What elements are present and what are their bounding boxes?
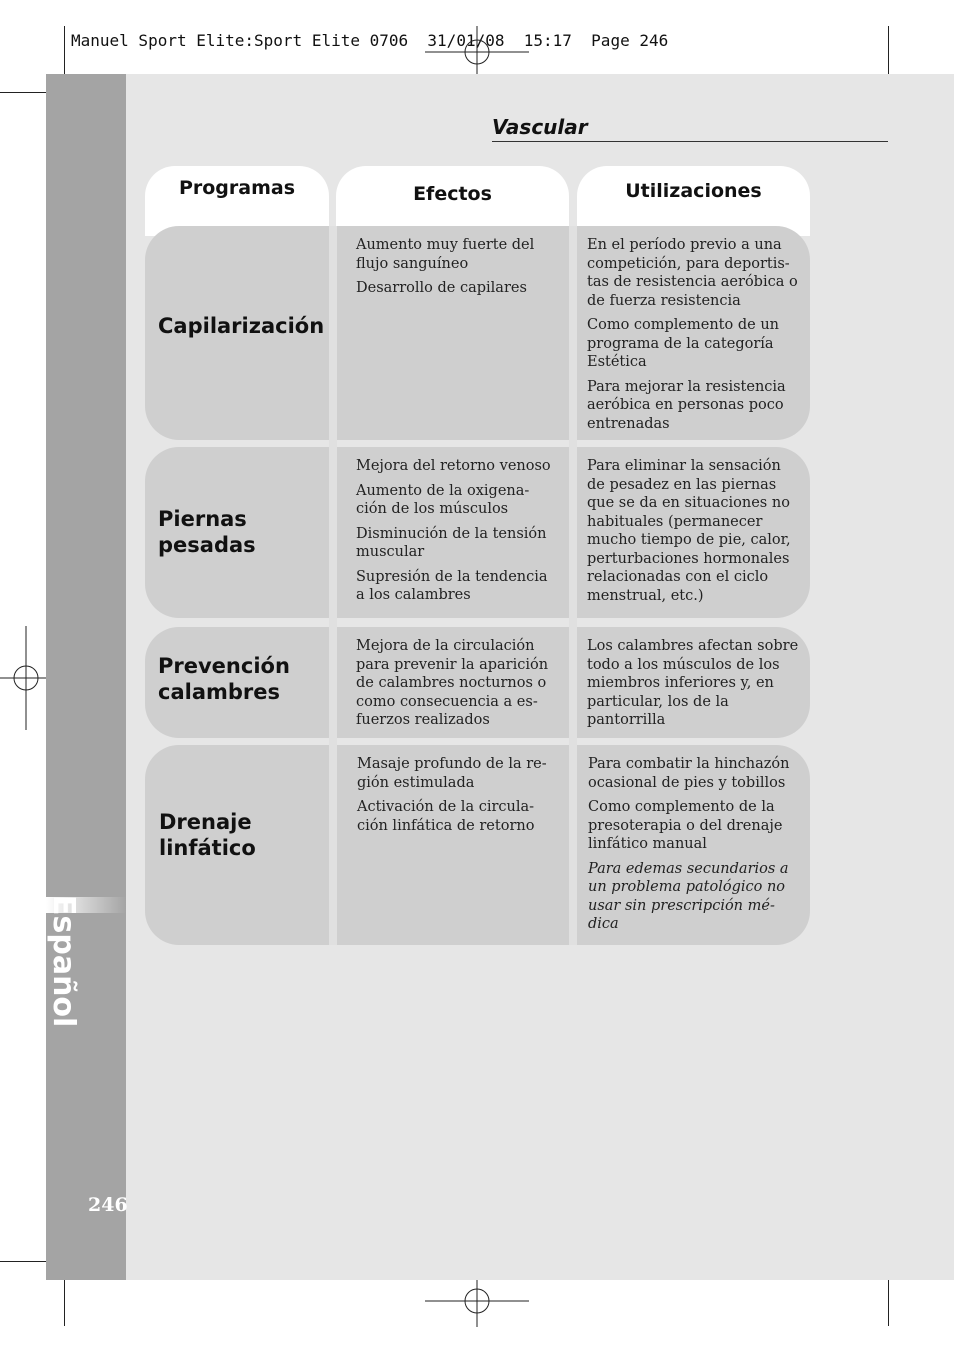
column-header-uses-label: Utilizaciones <box>625 180 762 202</box>
text-line: que se da en situaciones no <box>587 495 790 511</box>
text-line: Para mejorar la resistencia <box>587 378 786 395</box>
text-line: ción linfática de retorno <box>357 817 535 834</box>
text-line: de fuerza resistencia <box>587 292 741 309</box>
column-separator <box>569 226 577 440</box>
text-line: Masaje profundo de la re- <box>357 756 547 772</box>
uses-cell <box>587 457 802 611</box>
program-name <box>158 653 290 705</box>
text-line: Para edemas secundarios a <box>588 860 789 877</box>
program-name-line: pesadas <box>158 533 256 557</box>
text-line: competición, para deportis- <box>587 255 790 272</box>
text-line: fuerzos realizados <box>356 712 490 728</box>
text-line: usar sin prescripción mé- <box>588 897 775 914</box>
text-line: de calambres nocturnos o <box>356 675 547 691</box>
text-line: flujo sanguíneo <box>356 255 469 272</box>
effect-item <box>356 525 561 562</box>
registration-mark-top <box>425 26 529 78</box>
text-line: habituales (permanecer <box>587 513 763 530</box>
section-title-rule <box>492 141 888 142</box>
text-line: tas de resistencia aeróbica o <box>587 274 798 290</box>
use-item <box>587 378 802 434</box>
text-line: Los calambres afectan sobre <box>587 638 799 654</box>
text-line: perturbaciones hormonales <box>587 550 790 567</box>
text-line: de pesadez en las piernas <box>587 476 777 493</box>
program-name <box>159 809 256 861</box>
text-line: Aumento de la oxigena- <box>356 482 530 499</box>
effects-cell <box>356 637 561 736</box>
text-line: a los calambres <box>356 587 471 603</box>
program-name <box>158 313 324 339</box>
section-title: Vascular <box>492 115 588 139</box>
effect-item <box>356 279 561 298</box>
text-line: Mejora del retorno venoso <box>356 458 551 474</box>
text-line: pantorrilla <box>587 712 666 728</box>
effect-item <box>357 755 562 792</box>
program-name-line: Piernas <box>158 507 247 531</box>
text-line: En el período previo a una <box>587 237 782 253</box>
uses-cell <box>587 236 802 439</box>
text-line: miembros inferiores y, en <box>587 675 774 691</box>
text-line: menstrual, etc.) <box>587 587 704 604</box>
column-separator <box>569 440 577 618</box>
text-line: presoterapia o del drenaje <box>588 817 783 834</box>
text-line: entrenadas <box>587 415 670 432</box>
uses-cell <box>588 755 803 940</box>
effects-cell <box>356 236 561 304</box>
text-line: gión estimulada <box>357 774 475 791</box>
column-header-programs-label: Programas <box>178 177 296 199</box>
text-line: un problema patológico no <box>588 879 786 895</box>
text-line: para prevenir la aparición <box>356 656 549 673</box>
program-name-line: Capilarización <box>158 314 325 338</box>
column-separator <box>329 440 337 618</box>
registration-mark-left <box>0 626 52 730</box>
use-item <box>587 637 802 730</box>
column-separator <box>329 738 337 945</box>
text-line: linfático manual <box>588 836 707 852</box>
use-item <box>587 236 802 310</box>
text-line: todo a los músculos de los <box>587 656 780 673</box>
text-line: mucho tiempo de pie, calor, <box>587 532 791 548</box>
text-line: Estética <box>587 354 647 370</box>
text-line: relacionadas con el ciclo <box>587 569 769 585</box>
text-line: Disminución de la tensión <box>356 525 547 542</box>
column-separator <box>329 226 337 440</box>
program-name-line: linfático <box>159 836 256 860</box>
text-line: aeróbica en personas poco <box>587 397 784 413</box>
effect-item <box>357 798 562 835</box>
print-header: Manuel Sport Elite:Sport Elite 0706 31/01/08 15:17 Page 246 <box>71 31 669 50</box>
text-line: Mejora de la circulación <box>356 638 535 654</box>
text-line: como consecuencia a es- <box>356 693 538 710</box>
language-side-tab <box>46 74 126 1280</box>
effect-item <box>356 637 561 730</box>
column-separator <box>329 618 337 738</box>
text-line: Para eliminar la sensación <box>587 458 781 474</box>
text-line: Activación de la circula- <box>357 799 535 815</box>
program-name-line: Drenaje <box>159 810 252 834</box>
text-line: ción de los músculos <box>356 501 509 517</box>
use-item <box>587 316 802 372</box>
use-item <box>587 457 802 605</box>
program-name-line: Prevención <box>158 654 290 678</box>
text-line: Para combatir la hinchazón <box>588 756 790 772</box>
text-line: particular, los de la <box>587 693 729 710</box>
text-line: Como complemento de la <box>588 799 775 815</box>
registration-mark-bottom <box>425 1275 529 1327</box>
effect-item <box>356 236 561 273</box>
page-number: 246 <box>88 1194 128 1216</box>
text-line: Supresión de la tendencia <box>356 568 548 585</box>
program-name-line: calambres <box>158 680 281 704</box>
effect-item <box>356 482 561 519</box>
program-name <box>158 506 256 558</box>
effects-cell <box>356 457 561 611</box>
column-separator <box>569 738 577 945</box>
effect-item <box>356 568 561 605</box>
text-line: ocasional de pies y tobillos <box>588 774 786 791</box>
text-line: muscular <box>356 544 425 560</box>
side-language-label: Español <box>46 895 81 1028</box>
column-separator <box>569 618 577 738</box>
effect-item <box>356 457 561 476</box>
effects-cell <box>357 755 562 841</box>
uses-cell <box>587 637 802 736</box>
text-line: dica <box>588 916 619 932</box>
column-header-effects-label: Efectos <box>413 183 492 205</box>
text-line: Aumento muy fuerte del <box>356 237 535 253</box>
use-item <box>588 798 803 854</box>
use-item <box>588 755 803 792</box>
text-line: Desarrollo de capilares <box>356 280 527 296</box>
text-line: Como complemento de un <box>587 317 779 333</box>
use-item-warning <box>588 860 803 934</box>
text-line: programa de la categoría <box>587 335 774 352</box>
